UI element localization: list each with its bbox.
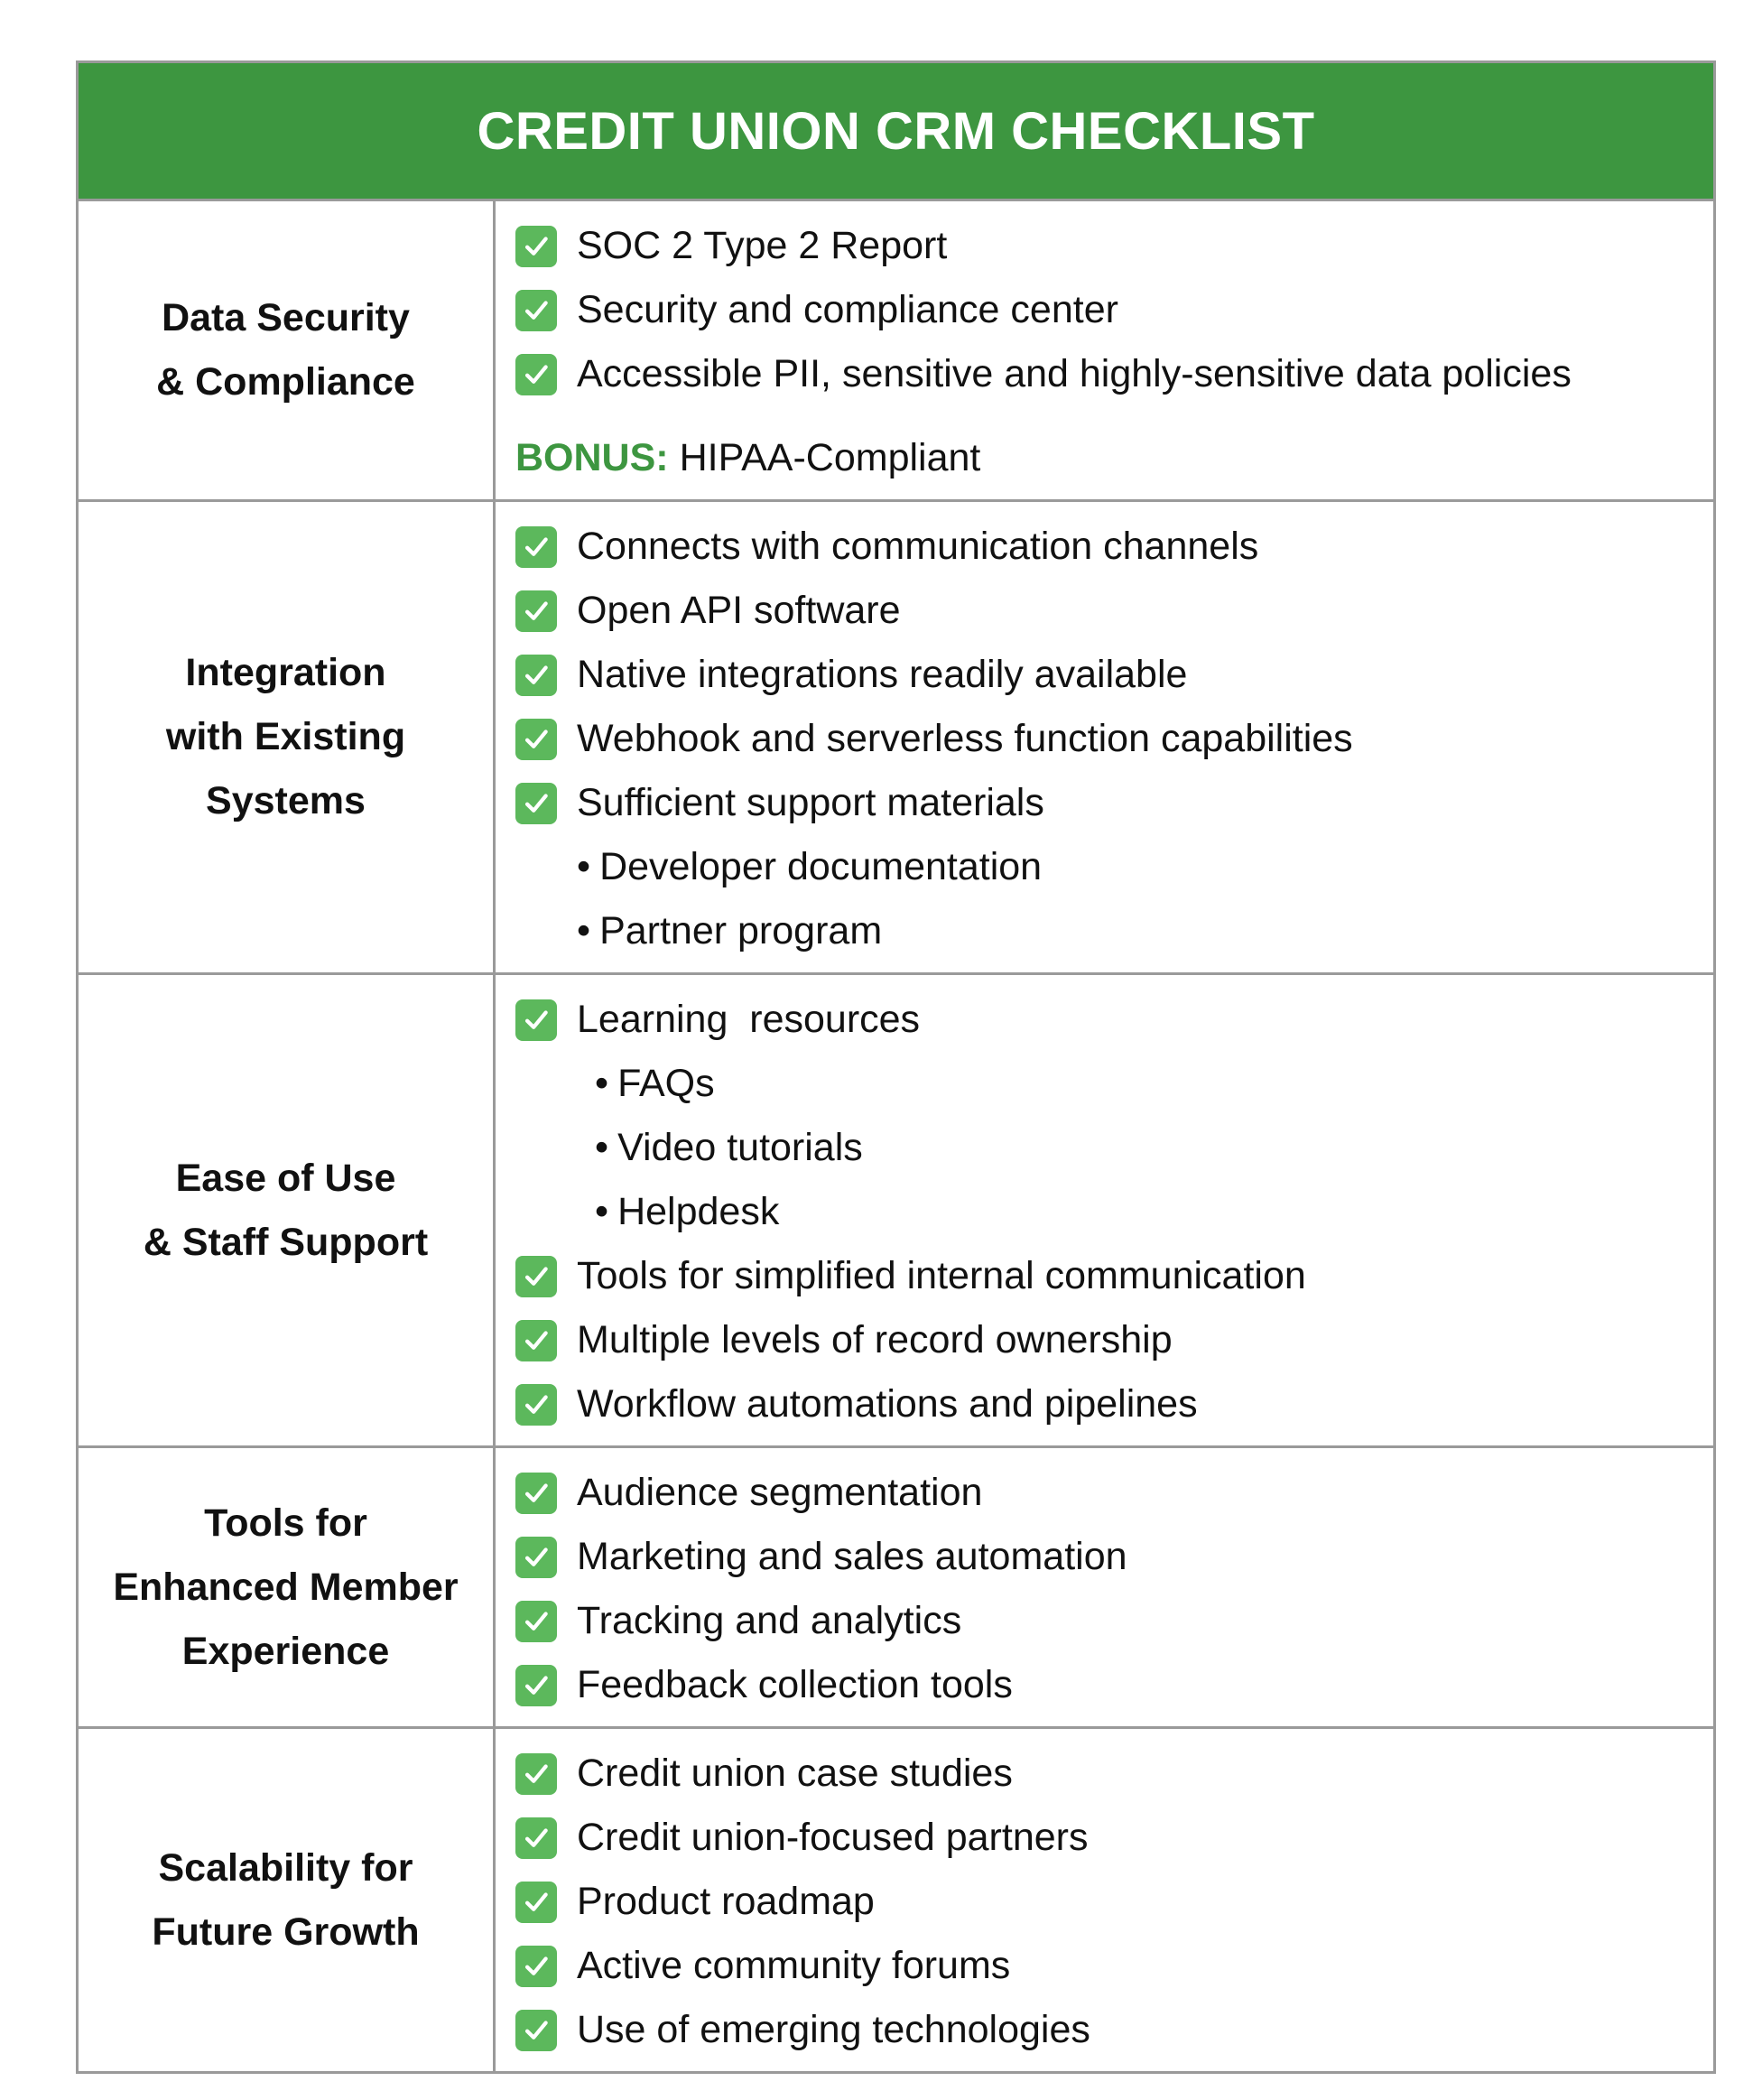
check-mark-icon bbox=[515, 719, 557, 760]
category-cell bbox=[79, 975, 496, 1445]
check-mark-icon bbox=[515, 1537, 557, 1578]
sub-item-text: Partner program bbox=[599, 909, 883, 952]
sub-item-text: Developer documentation bbox=[599, 845, 1043, 888]
list-item bbox=[515, 515, 1713, 579]
list-item bbox=[515, 771, 1713, 835]
title-bar bbox=[79, 63, 1713, 201]
category-label: & Staff Support bbox=[143, 1220, 429, 1264]
item-text: Workflow automations and pipelines bbox=[577, 1382, 1198, 1426]
item-text: SOC 2 Type 2 Report bbox=[577, 224, 948, 267]
list-item bbox=[515, 1308, 1713, 1372]
category-cell bbox=[79, 502, 496, 972]
items-cell bbox=[496, 201, 1713, 499]
bullet-icon: • bbox=[595, 1190, 609, 1233]
check-mark-icon bbox=[515, 590, 557, 632]
check-mark-icon bbox=[515, 1256, 557, 1297]
sub-list-item bbox=[515, 835, 1713, 899]
item-text: Accessible PII, sensitive and highly-sensitive data policies bbox=[577, 352, 1572, 395]
check-mark-icon bbox=[515, 1753, 557, 1795]
bullet-icon: • bbox=[577, 909, 591, 952]
list-item bbox=[515, 1461, 1713, 1525]
list-item bbox=[515, 1934, 1713, 1998]
category-label: Ease of Use bbox=[175, 1156, 396, 1200]
item-text: Use of emerging technologies bbox=[577, 2008, 1090, 2051]
category-cell bbox=[79, 1729, 496, 2071]
item-text: Sufficient support materials bbox=[577, 781, 1044, 824]
check-mark-icon bbox=[515, 1384, 557, 1426]
items-cell bbox=[496, 975, 1713, 1445]
check-mark-icon bbox=[515, 783, 557, 824]
item-text: Marketing and sales automation bbox=[577, 1535, 1127, 1578]
bonus-text: HIPAA-Compliant bbox=[679, 436, 981, 479]
section-data-security bbox=[79, 201, 1713, 502]
item-text: Tracking and analytics bbox=[577, 1599, 962, 1642]
sub-list-item bbox=[515, 899, 1713, 963]
section-member-experience bbox=[79, 1448, 1713, 1729]
list-item bbox=[515, 342, 1713, 406]
check-mark-icon bbox=[515, 655, 557, 696]
category-label: with Existing bbox=[165, 715, 406, 758]
item-text: Credit union case studies bbox=[577, 1752, 1013, 1795]
section-ease-of-use bbox=[79, 975, 1713, 1448]
item-text: Native integrations readily available bbox=[577, 653, 1188, 696]
sub-item-text: FAQs bbox=[617, 1062, 715, 1105]
list-item bbox=[515, 1244, 1713, 1308]
item-text: Active community forums bbox=[577, 1944, 1011, 1987]
check-mark-icon bbox=[515, 354, 557, 395]
category-cell bbox=[79, 1448, 496, 1726]
category-label: Tools for bbox=[204, 1501, 367, 1545]
list-item bbox=[515, 579, 1713, 643]
section-scalability bbox=[79, 1729, 1713, 2071]
check-mark-icon bbox=[515, 1665, 557, 1706]
category-label: Future Growth bbox=[152, 1910, 420, 1954]
items-cell bbox=[496, 502, 1713, 972]
item-text: Audience segmentation bbox=[577, 1471, 983, 1514]
bullet-icon: • bbox=[595, 1062, 609, 1105]
check-mark-icon bbox=[515, 1473, 557, 1514]
checklist-table bbox=[76, 60, 1716, 2074]
check-mark-icon bbox=[515, 1817, 557, 1859]
list-item bbox=[515, 988, 1713, 1052]
check-mark-icon bbox=[515, 2010, 557, 2051]
bullet-icon: • bbox=[577, 845, 591, 888]
category-label: Data Security bbox=[162, 296, 410, 339]
item-text: Connects with communication channels bbox=[577, 525, 1259, 568]
sub-list-item bbox=[515, 1180, 1713, 1244]
check-mark-icon bbox=[515, 526, 557, 568]
list-item bbox=[515, 1589, 1713, 1653]
check-mark-icon bbox=[515, 1882, 557, 1923]
sub-list-item bbox=[515, 1052, 1713, 1116]
check-mark-icon bbox=[515, 1946, 557, 1987]
list-item bbox=[515, 1372, 1713, 1436]
sub-list-item bbox=[515, 1116, 1713, 1180]
list-item bbox=[515, 707, 1713, 771]
category-cell bbox=[79, 201, 496, 499]
page-title: CREDIT UNION CRM CHECKLIST bbox=[477, 101, 1315, 161]
sub-item-text: Video tutorials bbox=[617, 1126, 863, 1169]
sub-item-text: Helpdesk bbox=[617, 1190, 780, 1233]
item-text: Open API software bbox=[577, 589, 901, 632]
list-item bbox=[515, 1742, 1713, 1806]
bullet-icon: • bbox=[595, 1126, 609, 1169]
list-item bbox=[515, 1653, 1713, 1717]
item-text: Feedback collection tools bbox=[577, 1663, 1013, 1706]
item-text: Learning resources bbox=[577, 998, 921, 1041]
section-integration bbox=[79, 502, 1713, 975]
category-label: & Compliance bbox=[156, 360, 415, 404]
items-cell bbox=[496, 1448, 1713, 1726]
item-text: Product roadmap bbox=[577, 1880, 875, 1923]
bonus-label: BONUS: bbox=[515, 436, 669, 479]
list-item bbox=[515, 278, 1713, 342]
check-mark-icon bbox=[515, 1320, 557, 1361]
list-item bbox=[515, 1870, 1713, 1934]
check-mark-icon bbox=[515, 290, 557, 331]
category-label: Experience bbox=[181, 1629, 390, 1673]
check-mark-icon bbox=[515, 226, 557, 267]
list-item bbox=[515, 1525, 1713, 1589]
check-mark-icon bbox=[515, 1601, 557, 1642]
item-text: Webhook and serverless function capabilities bbox=[577, 717, 1353, 760]
item-text: Credit union-focused partners bbox=[577, 1816, 1089, 1859]
category-label: Scalability for bbox=[158, 1845, 413, 1890]
item-text: Tools for simplified internal communication bbox=[577, 1254, 1306, 1297]
check-mark-icon bbox=[515, 999, 557, 1041]
items-cell bbox=[496, 1729, 1713, 2071]
category-label: Integration bbox=[185, 651, 386, 694]
item-text: Multiple levels of record ownership bbox=[577, 1318, 1173, 1361]
list-item bbox=[515, 1998, 1713, 2062]
list-item bbox=[515, 214, 1713, 278]
list-item bbox=[515, 1806, 1713, 1870]
item-text: Security and compliance center bbox=[577, 288, 1118, 331]
list-item bbox=[515, 643, 1713, 707]
bonus-line bbox=[515, 426, 1713, 490]
category-label: Systems bbox=[206, 779, 366, 822]
category-label: Enhanced Member bbox=[113, 1565, 459, 1609]
